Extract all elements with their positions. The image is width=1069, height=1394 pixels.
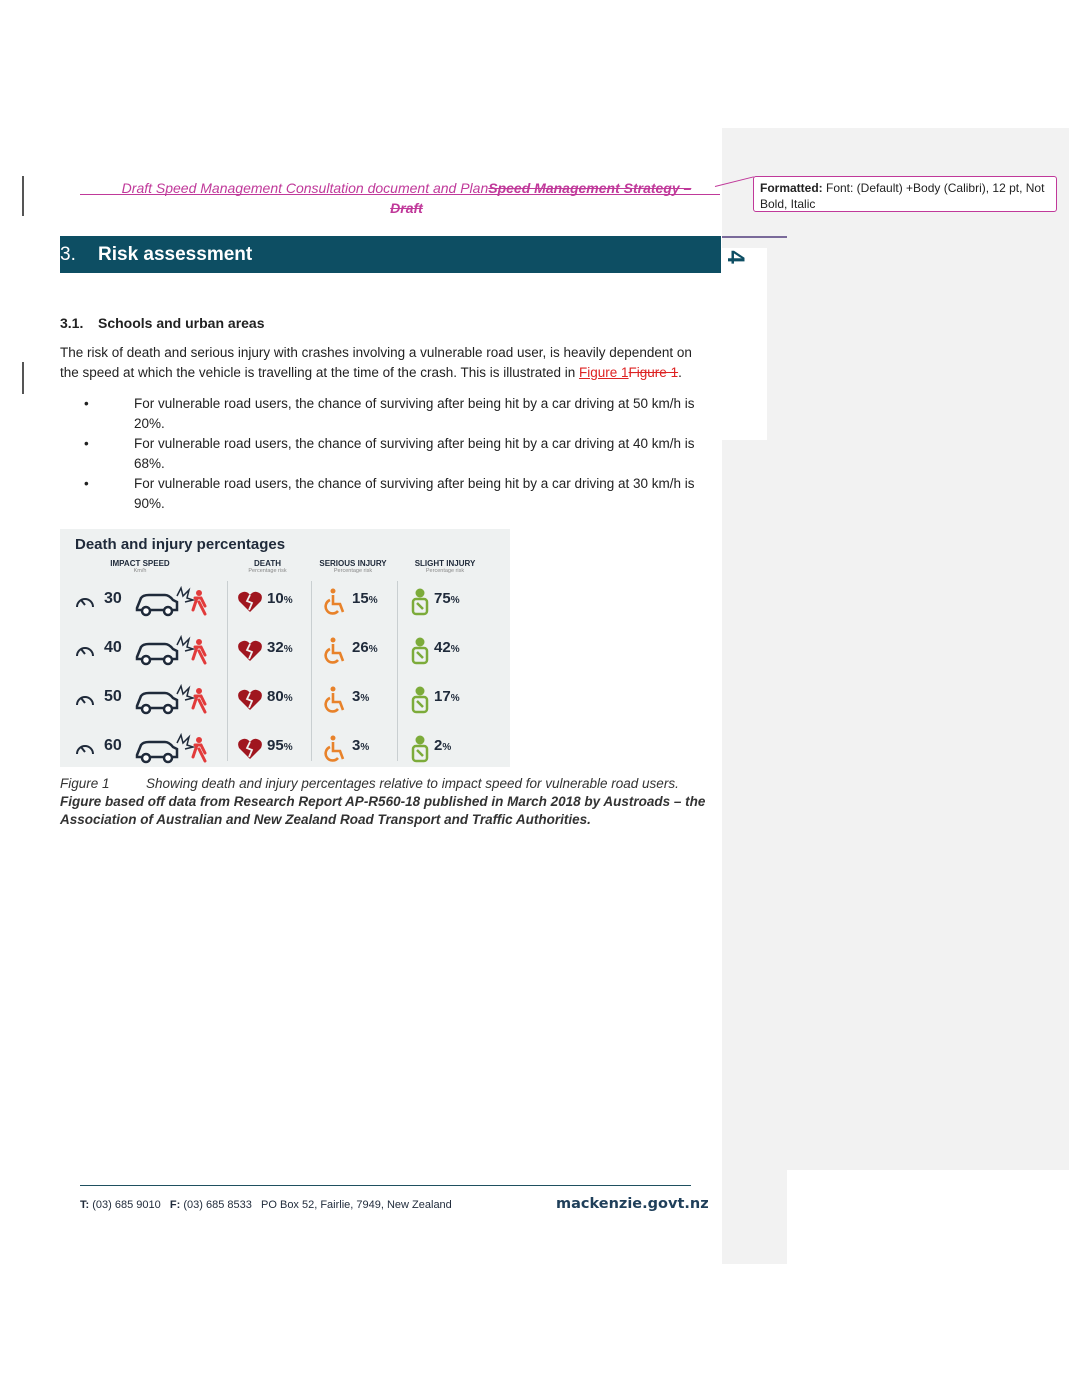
body-paragraph xyxy=(60,343,705,383)
balloon-label: Formatted: xyxy=(760,181,823,195)
slight-injury-percentage: 42% xyxy=(434,639,460,656)
page-edge xyxy=(722,248,767,440)
header-deleted-text: Speed Management Strategy – xyxy=(488,180,692,196)
section-number: 3. xyxy=(60,244,76,265)
wheelchair-icon xyxy=(324,637,346,665)
phone-label: T: xyxy=(80,1199,90,1211)
speedometer-icon xyxy=(75,690,95,710)
car-crash-icon xyxy=(133,682,208,716)
column-header-death: DEATH Percentage risk xyxy=(248,559,287,574)
wheelchair-icon xyxy=(324,588,346,616)
column-header-serious: SERIOUS INJURY Percentage risk xyxy=(319,559,387,574)
infographic-row xyxy=(60,582,510,622)
subsection-number: 3.1. xyxy=(60,315,84,331)
infographic-row xyxy=(60,631,510,671)
figure-title: Death and injury percentages xyxy=(75,536,286,553)
car-crash-icon xyxy=(133,584,208,618)
list-item xyxy=(60,474,705,513)
figure-link-deleted: Figure 1 xyxy=(628,365,679,380)
paragraph-end: . xyxy=(678,365,682,380)
death-percentage: 80% xyxy=(267,688,293,705)
bullet-text: For vulnerable road users, the chance of surviving after being hit by a car driving at 30 km/h is 90%. xyxy=(134,476,695,511)
footer-rule xyxy=(80,1185,691,1186)
slight-injury-percentage: 17% xyxy=(434,688,460,705)
injured-person-icon xyxy=(410,588,430,616)
death-percentage: 95% xyxy=(267,737,293,754)
section-title: Risk assessment xyxy=(98,244,253,265)
broken-heart-icon xyxy=(237,688,263,712)
change-bar xyxy=(22,176,24,216)
column-header-impact: IMPACT SPEED Km/h xyxy=(110,559,170,574)
speedometer-icon xyxy=(75,592,95,612)
death-injury-infographic xyxy=(60,529,510,767)
balloon-text: Font: (Default) +Body (Calibri), 12 pt, Not Bold, Italic xyxy=(760,181,1045,211)
page-header xyxy=(94,178,719,218)
list-item xyxy=(60,434,705,473)
slight-injury-percentage: 2% xyxy=(434,737,452,754)
page-number-rule xyxy=(722,236,787,238)
serious-injury-percentage: 26% xyxy=(352,639,378,656)
caption-text: Showing death and injury percentages relative to impact speed for vulnerable road users. xyxy=(146,776,679,791)
broken-heart-icon xyxy=(237,639,263,663)
header-inserted-text: Draft Speed Management Consultation document and Plan xyxy=(121,180,489,196)
serious-injury-percentage: 3% xyxy=(352,688,370,705)
speedometer-icon xyxy=(75,739,95,759)
fax-number: (03) 685 8533 xyxy=(180,1199,252,1211)
postal-address: PO Box 52, Fairlie, 7949, New Zealand xyxy=(261,1199,452,1211)
column-header-slight: SLIGHT INJURY Percentage risk xyxy=(414,559,476,574)
car-crash-icon xyxy=(133,633,208,667)
bullet-text: For vulnerable road users, the chance of surviving after being hit by a car driving at 40 km/h is 68%. xyxy=(134,436,695,471)
broken-heart-icon xyxy=(237,737,263,761)
fax-label: F: xyxy=(169,1199,181,1211)
formatting-balloon[interactable] xyxy=(753,176,1057,212)
infographic-row xyxy=(60,680,510,720)
wheelchair-icon xyxy=(324,735,346,763)
footer-website[interactable]: mackenzie.govt.nz xyxy=(556,1196,709,1212)
bullet-list xyxy=(60,394,705,514)
subsection-heading xyxy=(60,313,265,333)
wheelchair-icon xyxy=(324,686,346,714)
impact-speed: 60 xyxy=(104,737,122,754)
caption-label: Figure 1 xyxy=(60,776,110,791)
page-number: 4 xyxy=(722,250,749,264)
figure-link[interactable]: Figure 1 xyxy=(579,365,629,380)
paragraph-text: The risk of death and serious injury with crashes involving a vulnerable road user, is heavily dependent on the speed at which the vehicle is travelling at the time of the crash. This is illustrated in xyxy=(60,345,692,380)
infographic-row xyxy=(60,729,510,769)
footer-contact xyxy=(80,1199,452,1211)
impact-speed: 50 xyxy=(104,688,122,705)
death-percentage: 32% xyxy=(267,639,293,656)
markup-pane xyxy=(722,128,1069,1170)
list-item xyxy=(60,394,705,433)
bullet-dot: • xyxy=(84,436,89,451)
slight-injury-percentage: 75% xyxy=(434,590,460,607)
figure-caption xyxy=(60,775,710,829)
impact-speed: 40 xyxy=(104,639,122,656)
bullet-dot: • xyxy=(84,476,89,491)
death-percentage: 10% xyxy=(267,590,293,607)
serious-injury-percentage: 15% xyxy=(352,590,378,607)
bullet-dot: • xyxy=(84,396,89,411)
section-heading xyxy=(60,236,721,273)
markup-pane-lower xyxy=(722,1170,787,1264)
change-bar xyxy=(22,362,24,394)
car-crash-icon xyxy=(133,731,208,765)
injured-person-icon xyxy=(410,637,430,665)
subsection-title: Schools and urban areas xyxy=(98,315,265,331)
injured-person-icon xyxy=(410,686,430,714)
injured-person-icon xyxy=(410,735,430,763)
broken-heart-icon xyxy=(237,590,263,614)
bullet-text: For vulnerable road users, the chance of surviving after being hit by a car driving at 50 km/h is 20%. xyxy=(134,396,695,431)
impact-speed: 30 xyxy=(104,590,122,607)
header-deleted-text-2: Draft xyxy=(390,200,423,216)
serious-injury-percentage: 3% xyxy=(352,737,370,754)
phone-number: (03) 685 9010 xyxy=(89,1199,161,1211)
speedometer-icon xyxy=(75,641,95,661)
caption-source: Figure based off data from Research Report AP-R560-18 published in March 2018 by Austroads – the Association of Australian and New Zealand Road Transport and Traffic Authorities. xyxy=(60,794,706,827)
